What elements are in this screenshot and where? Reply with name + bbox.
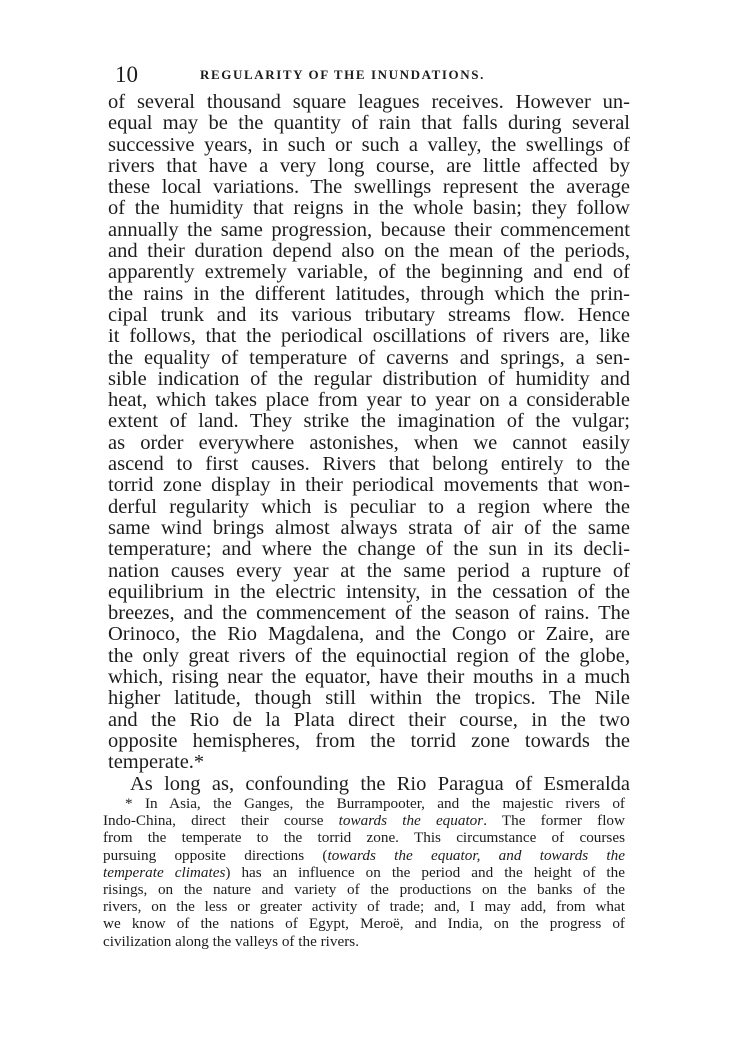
body-line: same wind brings almost always strata of air of the same (108, 516, 630, 539)
footnote-line: from the temperate to the torrid zone. This circumstance of courses (103, 829, 625, 847)
body-line: the rains in the different latitudes, through which the prin- (108, 282, 630, 305)
body-line: and the Rio de la Plata direct their course, in the two (108, 708, 630, 731)
body-line: heat, which takes place from year to year on a considerable (108, 389, 630, 412)
body-line: torrid zone display in their periodical movements that won- (108, 474, 630, 497)
body-line-paragraph-start: As long as, confounding the Rio Paragua of Esmeralda (130, 772, 630, 795)
body-line: equilibrium in the electric intensity, in the cessation of the (108, 580, 630, 603)
footnote-line: pursuing opposite directions (towards the equator, and towards the (103, 846, 625, 864)
body-line: and their duration depend also on the mean of the periods, (108, 240, 630, 263)
footnote-line: we know of the nations of Egypt, Meroë, and India, on the progress of (103, 915, 625, 933)
body-line: annually the same progression, because their commencement (108, 218, 630, 241)
body-line: cipal trunk and its various tributary streams flow. Hence (108, 303, 630, 326)
body-line: apparently extremely variable, of the beginning and end of (108, 261, 630, 284)
footnote (103, 795, 625, 950)
body-line: derful regularity which is peculiar to a region where the (108, 495, 630, 518)
footnote-line: * In Asia, the Ganges, the Burrampooter, and the majestic rivers of (125, 795, 625, 812)
body-line: temperate.* (108, 751, 205, 774)
body-line: sible indication of the regular distribution of humidity and (108, 367, 630, 390)
body-line: the equality of temperature of caverns and springs, a sen- (108, 346, 630, 369)
body-line: successive years, in such or such a valley, the swellings of (108, 133, 630, 156)
body-line: opposite hemispheres, from the torrid zone towards the (108, 729, 630, 752)
body-line: the only great rivers of the equinoctial region of the globe, (108, 644, 630, 667)
body-text (108, 92, 630, 795)
body-line: breezes, and the commencement of the season of rains. The (108, 602, 630, 625)
footnote-line: Indo-China, direct their course towards the equator. The former flow (103, 812, 625, 830)
body-line: as order everywhere astonishes, when we cannot easily (108, 431, 630, 454)
footnote-line: risings, on the nature and variety of the productions on the banks of the (103, 880, 625, 898)
body-line: ascend to first causes. Rivers that belong entirely to the (108, 453, 630, 476)
body-line: higher latitude, though still within the tropics. The Nile (108, 687, 630, 710)
body-line: Orinoco, the Rio Magdalena, and the Congo or Zaire, are (108, 623, 630, 646)
footnote-line: civilization along the valleys of the rivers. (103, 932, 359, 950)
body-line: of several thousand square leagues receives. However un- (108, 91, 630, 113)
body-line: equal may be the quantity of rain that falls during several (108, 112, 630, 135)
body-line: rivers that have a very long course, are little affected by (108, 154, 630, 177)
body-line: temperature; and where the change of the sun in its decli- (108, 538, 630, 561)
body-line: it follows, that the periodical oscillations of rivers are, like (108, 325, 630, 348)
body-line: these local variations. The swellings represent the average (108, 176, 630, 199)
footnote-line: temperate climates) has an influence on the period and the height of the (103, 863, 625, 881)
body-line: extent of land. They strike the imagination of the vulgar; (108, 410, 630, 433)
body-line: which, rising near the equator, have their mouths in a much (108, 666, 630, 689)
body-line: nation causes every year at the same period a rupture of (108, 559, 630, 582)
footnote-line: rivers, on the less or greater activity of trade; and, I may add, from what (103, 898, 625, 916)
running-title: REGULARITY OF THE INUNDATIONS. (200, 67, 485, 82)
running-header (115, 60, 627, 90)
page-number: 10 (115, 62, 138, 87)
body-line: of the humidity that reigns in the whole basin; they follow (108, 197, 630, 220)
